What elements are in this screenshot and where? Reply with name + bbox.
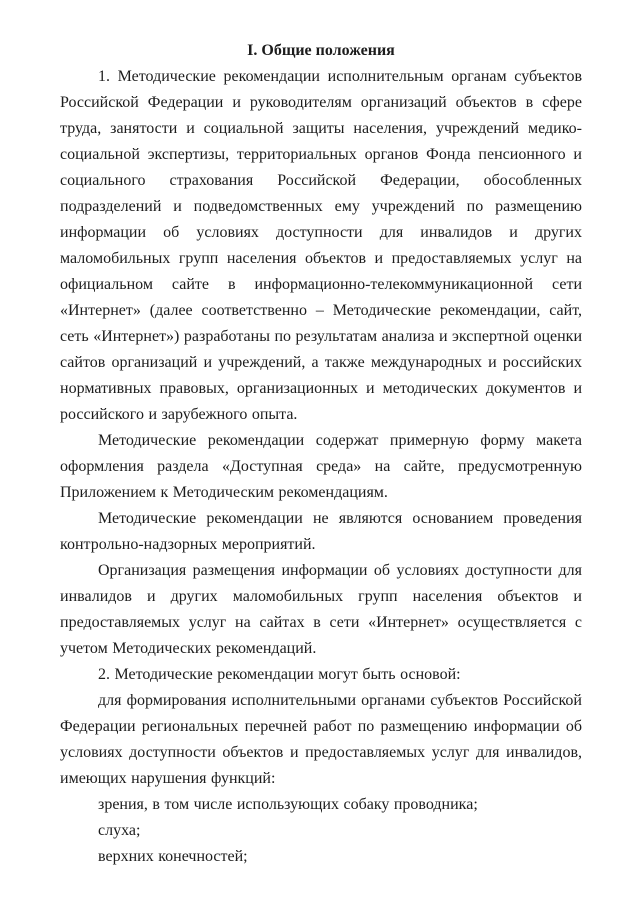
paragraph-2: Методические рекомендации содержат примерную форму макета оформления раздела «Доступная среда» на сайте, предусмотренную Приложением к Методическим рекомендациям. [60, 432, 582, 501]
paragraph-1: 1. Методические рекомендации исполнительным органам субъектов Российской Федерации и руководителям организаций объектов в сфере труда, занятости и социальной защиты населения, учреждений медико-социальной экспертизы, территориальных органов Фонда пенсионного и социального страхования Российской Федерации, обособленных подразделений и подведомственных ему учреждений по размещению информации об условиях доступности для инвалидов и других маломобильных групп населения объектов и предоставляемых услуг на официальном сайте в информационно-телекоммуникационной сети «Интернет» (далее соответственно – Методические рекомендации, сайт, сеть «Интернет») разработаны по результатам анализа и экспертной оценки сайтов организаций и учреждений, а также международных и российских нормативных правовых, организационных и методических документов и российского и зарубежного опыта. [60, 68, 582, 423]
paragraph-9-list-item-upper-limbs: верхних конечностей; [98, 848, 248, 865]
paragraph-8-list-item-hearing: слуха; [98, 822, 141, 839]
paragraph-5: 2. Методические рекомендации могут быть основой: [98, 666, 461, 683]
paragraph-7-list-item-vision: зрения, в том числе использующих собаку проводника; [98, 796, 478, 813]
paragraph-4: Организация размещения информации об условиях доступности для инвалидов и других маломобильных групп населения объектов и предоставляемых услуг на сайтах в сети «Интернет» осуществляется с учетом Методических рекомендаций. [60, 562, 582, 657]
section-heading: I. Общие положения [247, 42, 395, 59]
paragraph-6: для формирования исполнительными органами субъектов Российской Федерации региональных перечней работ по размещению информации об условиях доступности объектов и предоставляемых услуг для инвалидов, имеющих нарушения функций: [60, 692, 582, 787]
paragraph-3: Методические рекомендации не являются основанием проведения контрольно-надзорных мероприятий. [60, 510, 582, 553]
